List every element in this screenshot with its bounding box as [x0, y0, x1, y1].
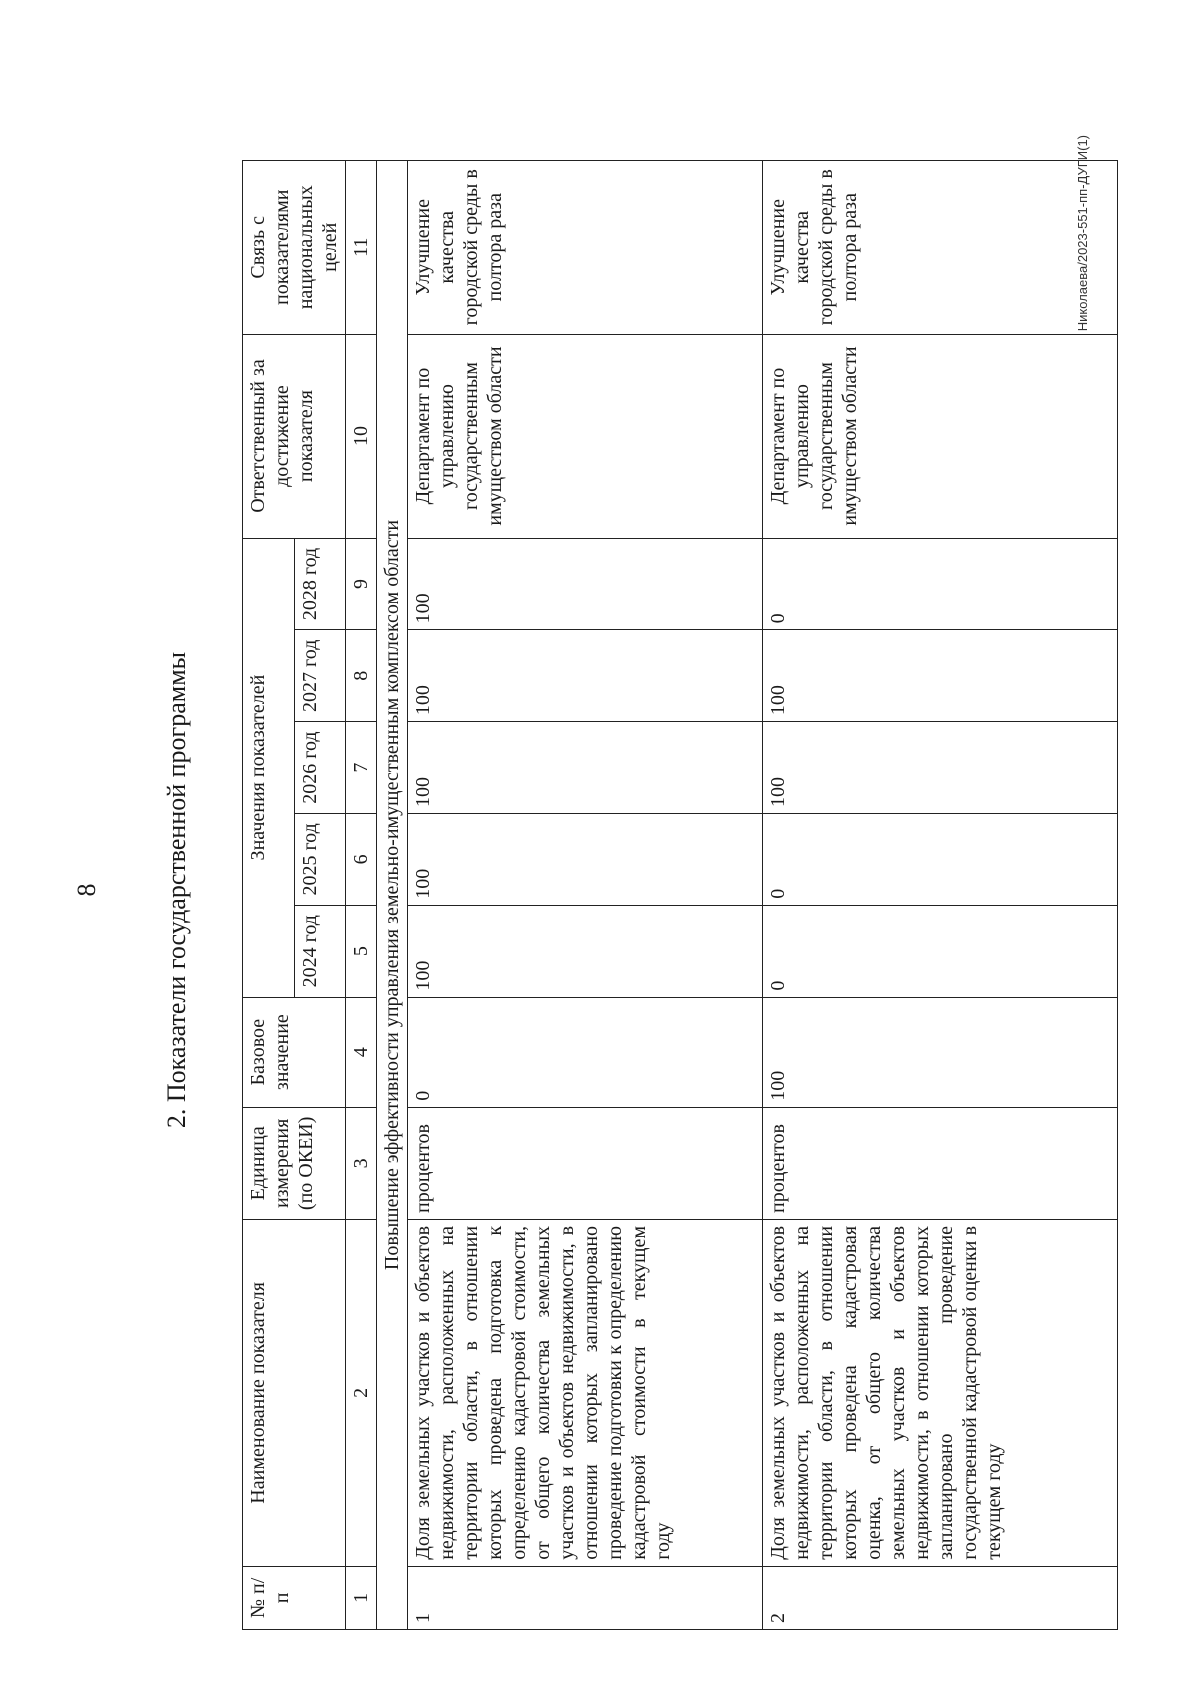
section-title: 2. Показатели государственной программы	[162, 651, 191, 1129]
row-value-2026: 100	[763, 722, 1118, 814]
header-link: Связь с показателями национальных целей	[243, 161, 346, 335]
header-values: Значения показателей	[243, 538, 295, 997]
row-value-2027: 100	[408, 630, 763, 722]
row-num: 1	[408, 1566, 763, 1629]
row-value-2024: 0	[763, 905, 1118, 997]
row-unit: процентов	[408, 1107, 763, 1219]
column-number: 3	[346, 1107, 377, 1219]
column-number: 1	[346, 1566, 377, 1629]
row-unit: процентов	[763, 1107, 1118, 1219]
row-value-2028: 100	[408, 538, 763, 630]
row-value-2028: 0	[763, 538, 1118, 630]
section-row	[377, 161, 408, 1630]
column-number: 6	[346, 813, 377, 905]
header-base: Базовое значение	[243, 997, 346, 1107]
column-number-row	[346, 161, 377, 1630]
document-code: Николаева/2023-551-пп-ДУГИ(1)	[1075, 135, 1090, 332]
header-unit: Единица измерения (по ОКЕИ)	[243, 1107, 346, 1219]
column-number: 8	[346, 630, 377, 722]
row-indicator-name: Доля земельных участков и объектов недвижимости, расположенных на территории области, в отношении которых проведена кадастровая оценка, от общего количества земельных участков и объектов недвижимости, в отношении которых запланировано проведение государственной кадастровой оценки в текущем году	[763, 1219, 1118, 1566]
page-number: 8	[72, 883, 101, 897]
header-year: 2025 год	[294, 813, 346, 905]
header-year: 2024 год	[294, 905, 346, 997]
row-value-2025: 0	[763, 813, 1118, 905]
header-year: 2026 год	[294, 722, 346, 814]
row-national-goal: Улучшение качества городской среды в полтора раза	[763, 161, 1118, 335]
header-responsible: Ответственный за достижение показателя	[243, 334, 346, 538]
header-name: Наименование показателя	[243, 1219, 346, 1566]
column-number: 7	[346, 722, 377, 814]
column-number: 10	[346, 334, 377, 538]
row-national-goal: Улучшение качества городской среды в полтора раза	[408, 161, 763, 335]
row-responsible: Департамент по управлению государственным имуществом области	[408, 334, 763, 538]
row-value-2025: 100	[408, 813, 763, 905]
column-number: 11	[346, 161, 377, 335]
header-num: № п/п	[243, 1566, 346, 1629]
rotated-content	[0, 105, 1120, 1675]
row-base-value: 0	[408, 997, 763, 1107]
row-value-2027: 100	[763, 630, 1118, 722]
column-number: 9	[346, 538, 377, 630]
column-number: 2	[346, 1219, 377, 1566]
row-value-2024: 100	[408, 905, 763, 997]
row-base-value: 100	[763, 997, 1118, 1107]
column-number: 4	[346, 997, 377, 1107]
table-row	[763, 161, 1118, 1630]
header-year: 2028 год	[294, 538, 346, 630]
table-row	[408, 161, 763, 1630]
row-indicator-name: Доля земельных участков и объектов недвижимости, расположенных на территории области, в отношении которых проведена подготовка к определению кадастровой стоимости, от общего количества земельных участков и объектов недвижимости, в отношении которых запланировано проведение подготовки к определению кадастровой стоимости в текущем году	[408, 1219, 763, 1566]
header-year: 2027 год	[294, 630, 346, 722]
row-responsible: Департамент по управлению государственным имуществом области	[763, 334, 1118, 538]
column-number: 5	[346, 905, 377, 997]
row-num: 2	[763, 1566, 1118, 1629]
section-heading: Повышение эффективности управления земельно-имущественным комплексом области	[377, 161, 408, 1630]
indicators-table	[242, 160, 1118, 1630]
row-value-2026: 100	[408, 722, 763, 814]
